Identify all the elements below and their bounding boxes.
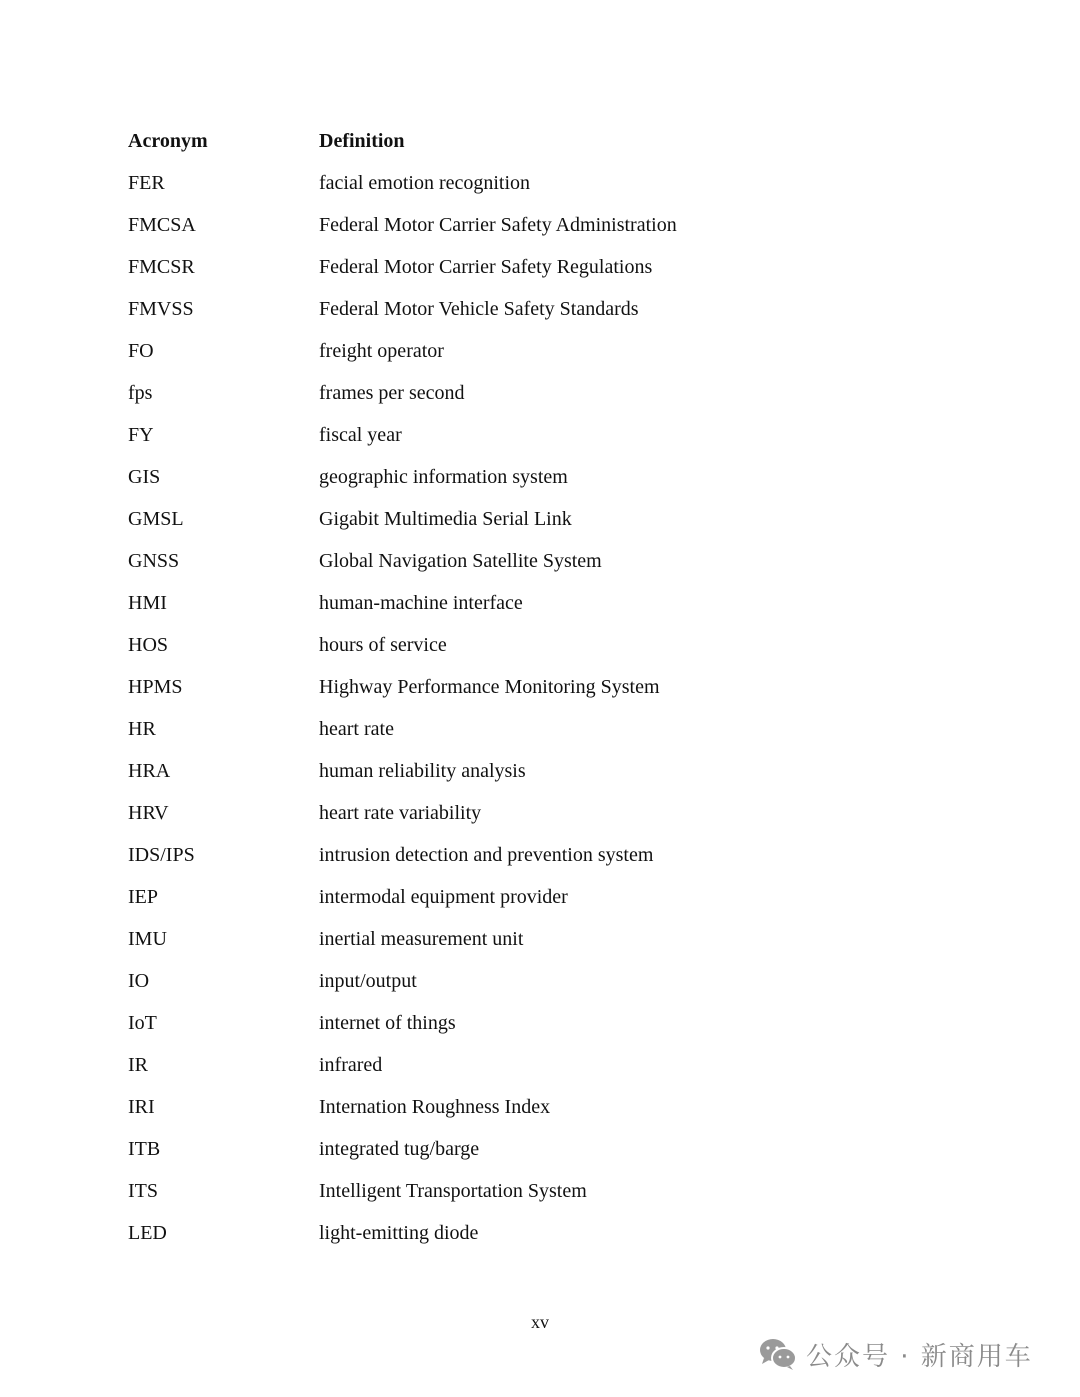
table-row: [0, 462, 1080, 492]
definition: fiscal year: [319, 424, 402, 446]
acronym: IDS/IPS: [128, 844, 195, 866]
definition: integrated tug/barge: [319, 1138, 480, 1160]
acronym: GNSS: [128, 550, 180, 572]
definition: heart rate variability: [319, 802, 482, 824]
acronym: HRA: [128, 760, 171, 782]
table-row: [0, 168, 1080, 198]
definition: facial emotion recognition: [319, 172, 531, 194]
acronym: FMCSA: [128, 214, 196, 236]
table-row: [0, 210, 1080, 240]
table-row: [0, 1176, 1080, 1206]
watermark: [758, 1336, 1033, 1372]
acronym: HR: [128, 718, 156, 740]
table-row: [0, 966, 1080, 996]
wechat-icon: [758, 1337, 798, 1371]
definition: input/output: [319, 970, 417, 992]
table-row: [0, 294, 1080, 324]
table-row: [0, 756, 1080, 786]
definition: Gigabit Multimedia Serial Link: [319, 508, 572, 530]
table-row: [0, 1050, 1080, 1080]
table-row: [0, 1092, 1080, 1122]
table-row: [0, 714, 1080, 744]
definition: Federal Motor Carrier Safety Administration: [319, 214, 677, 236]
definition: light-emitting diode: [319, 1222, 479, 1244]
acronym: HRV: [128, 802, 169, 824]
table-row: [0, 630, 1080, 660]
acronym: ITS: [128, 1180, 158, 1202]
definition-header: Definition: [319, 130, 405, 152]
definition: intrusion detection and prevention system: [319, 844, 654, 866]
definition: inertial measurement unit: [319, 928, 524, 950]
definition: internet of things: [319, 1012, 456, 1034]
definition: Federal Motor Vehicle Safety Standards: [319, 298, 639, 320]
acronym: IoT: [128, 1012, 157, 1034]
acronym: FER: [128, 172, 165, 194]
acronym: IMU: [128, 928, 167, 950]
acronym: IRI: [128, 1096, 155, 1118]
definition: infrared: [319, 1054, 383, 1076]
acronym-header: Acronym: [128, 130, 208, 152]
acronym: HMI: [128, 592, 167, 614]
acronym: IEP: [128, 886, 158, 908]
definition: Highway Performance Monitoring System: [319, 676, 660, 698]
table-row: [0, 588, 1080, 618]
acronym: FMCSR: [128, 256, 195, 278]
table-row: [0, 672, 1080, 702]
acronym: HOS: [128, 634, 169, 656]
table-row: [0, 798, 1080, 828]
acronym: GIS: [128, 466, 161, 488]
acronym: LED: [128, 1222, 167, 1244]
definition: intermodal equipment provider: [319, 886, 568, 908]
table-row: [0, 924, 1080, 954]
table-header: [0, 126, 1080, 156]
acronym: FY: [128, 424, 154, 446]
table-row: [0, 378, 1080, 408]
table-row: [0, 1134, 1080, 1164]
table-row: [0, 252, 1080, 282]
definition: human reliability analysis: [319, 760, 526, 782]
acronym: HPMS: [128, 676, 183, 698]
definition: Intelligent Transportation System: [319, 1180, 587, 1202]
table-row: [0, 420, 1080, 450]
table-row: [0, 840, 1080, 870]
definition: Internation Roughness Index: [319, 1096, 551, 1118]
definition: hours of service: [319, 634, 447, 656]
acronym: ITB: [128, 1138, 161, 1160]
acronym: FO: [128, 340, 154, 362]
definition: heart rate: [319, 718, 394, 740]
page-number: xv: [531, 1312, 549, 1332]
definition: freight operator: [319, 340, 444, 362]
definition: geographic information system: [319, 466, 568, 488]
acronym: IR: [128, 1054, 148, 1076]
table-row: [0, 1218, 1080, 1248]
table-row: [0, 882, 1080, 912]
acronym: IO: [128, 970, 150, 992]
acronym: fps: [128, 382, 153, 404]
watermark-text: 公众号 · 新商用车: [806, 1341, 1033, 1372]
definition: Global Navigation Satellite System: [319, 550, 602, 572]
table-row: [0, 546, 1080, 576]
acronym: FMVSS: [128, 298, 194, 320]
definition: frames per second: [319, 382, 465, 404]
acronym: GMSL: [128, 508, 184, 530]
definition: human-machine interface: [319, 592, 523, 614]
table-row: [0, 1008, 1080, 1038]
table-row: [0, 504, 1080, 534]
definition: Federal Motor Carrier Safety Regulations: [319, 256, 653, 278]
table-row: [0, 336, 1080, 366]
